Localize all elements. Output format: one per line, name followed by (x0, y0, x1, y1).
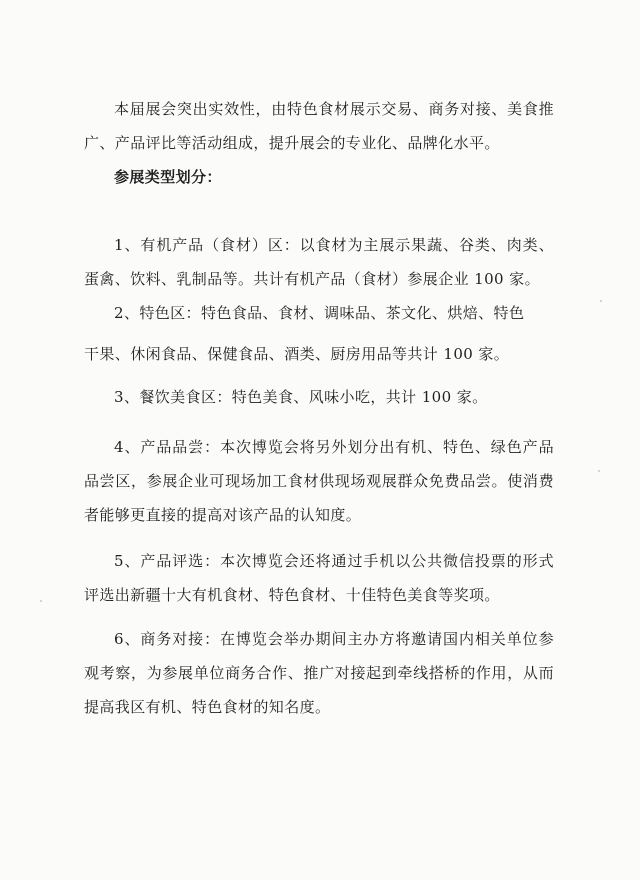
item-tasting: 4、产品品尝：本次博览会将另外划分出有机、特色、绿色产品品尝区，参展企业可现场加工食材供现场观展群众免费品尝。使消费者能够更直接的提高对该产品的认知度。 (84, 438, 554, 524)
item-business-matching: 6、商务对接：在博览会举办期间主办方将邀请国内相关单位参观考察，为参展单位商务合作、推广对接起到牵线搭桥的作用，从而提高我区有机、特色食材的知名度。 (84, 630, 554, 716)
item-organic-zone: 1、有机产品（食材）区：以食材为主展示果蔬、谷类、肉类、蛋禽、饮料、乳制品等。共计有机产品（食材）参展企业 100 家。 (84, 236, 554, 288)
scan-speck (598, 470, 600, 472)
scan-speck (40, 600, 42, 602)
section-heading: 参展类型划分： (114, 168, 222, 186)
item-food-zone: 3、餐饮美食区：特色美食、风味小吃，共计 100 家。 (114, 388, 488, 406)
scan-speck (600, 300, 602, 302)
intro-paragraph: 本届展会突出实效性，由特色食材展示交易、商务对接、美食推广、产品评比等活动组成，提升展会的专业化、品牌化水平。 (84, 100, 554, 152)
item-specialty-zone-line1: 2、特色区：特色食品、食材、调味品、茶文化、烘焙、特色 (114, 304, 525, 322)
item-selection: 5、产品评选：本次博览会还将通过手机以公共微信投票的形式评选出新疆十大有机食材、特色食材、十佳特色美食等奖项。 (84, 552, 554, 604)
item-specialty-zone-line2: 干果、休闲食品、保健食品、酒类、厨房用品等共计 100 家。 (84, 345, 510, 363)
